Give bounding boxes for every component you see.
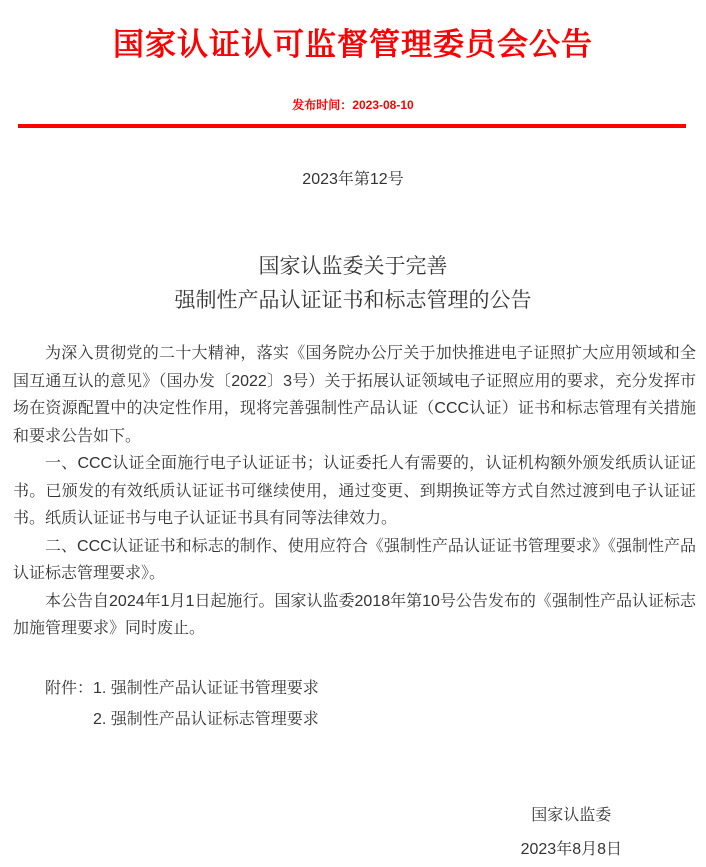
announcement-body [13, 340, 696, 643]
red-divider [18, 124, 686, 128]
publish-time [0, 97, 706, 113]
publish-date: 2023-08-10 [352, 98, 414, 112]
announcement-title-line2: 强制性产品认证证书和标志管理的公告 [174, 289, 532, 312]
signature-date: 2023年8月8日 [520, 840, 622, 858]
body-paragraph: 二、CCC认证证书和标志的制作、使用应符合《强制性产品认证证书管理要求》《强制性产品认证标志管理要求》。 [13, 537, 696, 582]
publish-time-label: 发布时间： [292, 98, 353, 112]
attachment-list [93, 673, 319, 735]
page-title: 国家认证认可监督管理委员会公告 [113, 27, 593, 62]
signature-block [521, 799, 622, 867]
attachments-section [13, 673, 696, 735]
body-paragraph: 本公告自2024年1月1日起施行。国家认监委2018年第10号公告发布的《强制性产品认证标志加施管理要求》同时废止。 [13, 592, 696, 637]
issue-number: 2023年第12号 [302, 171, 404, 188]
announcement-title-line1: 国家认监委关于完善 [258, 255, 448, 278]
signature-issuer: 国家认监委 [531, 806, 612, 824]
attachments-label: 附件： [45, 679, 94, 697]
announcement-title [0, 250, 706, 318]
attachment-item: 1. 强制性产品认证证书管理要求 [93, 679, 319, 697]
body-paragraph: 为深入贯彻党的二十大精神，落实《国务院办公厅关于加快推进电子证照扩大应用领域和全国互通互认的意见》（国办发〔2022〕3号）关于拓展认证领域电子证照应用的要求，充分发挥市场在资源配置中的决定性作用，现将完善强制性产品认证（CCC认证）证书和标志管理有关措施和要求公告如下。 [13, 345, 696, 445]
body-paragraph: 一、CCC认证全面施行电子认证证书；认证委托人有需要的，认证机构额外颁发纸质认证证书。已颁发的有效纸质认证证书可继续使用，通过变更、到期换证等方式自然过渡到电子认证证书。纸质认证证书与电子认证证书具有同等法律效力。 [13, 455, 696, 527]
attachment-item: 2. 强制性产品认证标志管理要求 [93, 710, 319, 728]
